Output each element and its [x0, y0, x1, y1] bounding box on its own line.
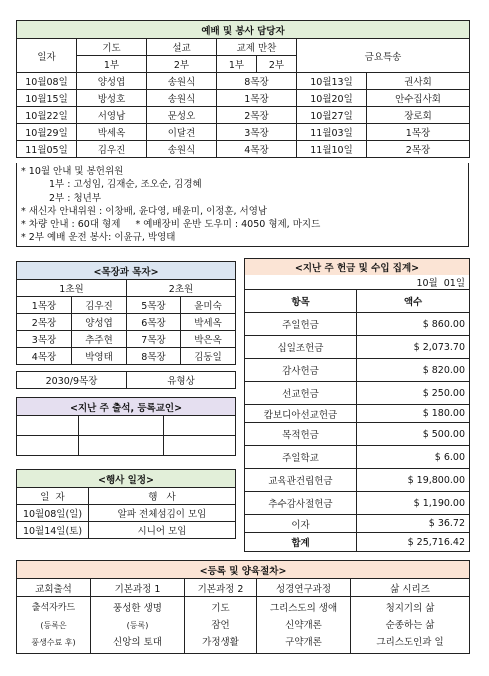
worship-notes [16, 163, 469, 247]
training-cell [257, 597, 351, 654]
mokjang: 1목장 [17, 297, 72, 314]
row-sermon: 송원식 [147, 141, 217, 158]
training-cell-line: (등록은 [40, 620, 67, 630]
training-header: 성경연구과정 [257, 579, 351, 597]
finance-amount: $ 250.00 [357, 382, 470, 405]
attendance-cell [17, 436, 79, 456]
training-cell-line: 출석자카드 [31, 602, 76, 613]
mokjang: 6목장 [127, 314, 181, 331]
finance-amount: $ 6.00 [357, 446, 470, 469]
finance-col-amount: 액수 [357, 290, 470, 313]
training-cell-line: 풍생수료 후) [31, 637, 76, 647]
row-prayer: 양성엽 [77, 73, 147, 90]
finance-amount: $ 500.00 [357, 423, 470, 446]
col-special-music: 금요특송 [297, 39, 470, 73]
table-row [17, 73, 470, 90]
attendance-title: <지난 주 출석, 등록교인> [17, 398, 236, 416]
row-friday-date: 10월27일 [297, 107, 367, 124]
finance-col-item: 항목 [245, 290, 357, 313]
table-row [245, 423, 470, 446]
pastors-table [16, 261, 236, 365]
table-row [17, 90, 470, 107]
row-fellowship: 8목장 [217, 73, 297, 90]
training-cell [185, 597, 257, 654]
table-row [245, 336, 470, 359]
mokjang: 5목장 [127, 297, 181, 314]
training-cell-line: 신앙의 토대 [113, 636, 162, 648]
table-row [17, 297, 236, 314]
mokja: 박세옥 [181, 314, 236, 331]
mokja: 박은옥 [181, 331, 236, 348]
finance-item: 교육관건립헌금 [245, 469, 357, 492]
table-row [245, 382, 470, 405]
finance-item: 십일조헌금 [245, 336, 357, 359]
event-name: 시니어 모임 [89, 522, 236, 539]
event-date: 10월08일(일) [17, 505, 89, 522]
row-friday-group: 권사회 [367, 73, 470, 90]
training-cell-line: 순종하는 삶 [385, 619, 435, 631]
finance-title: <지난 주 헌금 및 수입 집계> [245, 259, 470, 276]
events-table [16, 469, 236, 539]
table-row [17, 348, 236, 365]
training-cell-line: 신약개론 [285, 619, 322, 631]
table-row [17, 124, 470, 141]
finance-amount: $ 180.00 [357, 405, 470, 423]
finance-item: 추수감사절헌금 [245, 492, 357, 515]
row-fellowship: 1목장 [217, 90, 297, 107]
row-fellowship: 3목장 [217, 124, 297, 141]
training-cell-line: 가정생활 [202, 636, 239, 648]
note-line: 1부 : 고성임, 김재순, 조오순, 김경혜 [49, 179, 202, 191]
row-prayer: 박세옥 [77, 124, 147, 141]
finance-amount: $ 1,190.00 [357, 492, 470, 515]
finance-item: 이자 [245, 515, 357, 533]
col-sermon-2bu: 2부 [147, 56, 217, 73]
row-fellowship: 2목장 [217, 107, 297, 124]
finance-total-amount: $ 25,716.42 [357, 533, 470, 552]
attendance-cell [17, 416, 79, 436]
finance-table [244, 258, 470, 552]
note-line: * 차량 안내 : 60대 형제 * 예배장비 운반 도우미 : 4050 형제, 마지드 [21, 219, 321, 231]
note-line: * 2부 예배 운전 봉사: 이윤규, 박영태 [21, 232, 176, 244]
col-prayer-1bu: 1부 [77, 56, 147, 73]
finance-total-row [245, 533, 470, 552]
table-row [245, 469, 470, 492]
table-row [17, 107, 470, 124]
finance-amount: $ 820.00 [357, 359, 470, 382]
training-title: <등록 및 양육절차> [17, 561, 470, 579]
row-sermon: 이달견 [147, 124, 217, 141]
col-fellowship: 교제 만찬 [217, 39, 297, 56]
event-date: 10월14일(토) [17, 522, 89, 539]
attendance-cell [79, 416, 164, 436]
finance-item: 목적헌금 [245, 423, 357, 446]
row-date: 10월08일 [17, 73, 77, 90]
pastors-extra [16, 371, 236, 389]
mokja: 김우진 [72, 297, 127, 314]
attendance-cell [164, 436, 236, 456]
training-table [16, 560, 470, 654]
row-date: 10월15일 [17, 90, 77, 107]
finance-item: 주일헌금 [245, 313, 357, 336]
row-prayer: 서영남 [77, 107, 147, 124]
training-cell-line: 그리스도의 생애 [269, 602, 338, 614]
finance-amount: $ 36.72 [357, 515, 470, 533]
events-title: <행사 일정> [17, 470, 236, 488]
row-friday-group: 2목장 [367, 141, 470, 158]
col-fellowship-1bu: 1부 [217, 56, 257, 73]
mokjang: 7목장 [127, 331, 181, 348]
training-cell [91, 597, 185, 654]
table-row [245, 405, 470, 423]
finance-total-label: 합계 [245, 533, 357, 552]
row-friday-date: 11월03일 [297, 124, 367, 141]
mokja: 추주현 [72, 331, 127, 348]
training-header: 교회출석 [17, 579, 91, 597]
note-line: * 새신자 안내위원 : 이창배, 윤다영, 배윤미, 이정훈, 서영남 [21, 205, 268, 217]
note-line: * 10월 안내 및 봉헌위원 [21, 166, 124, 177]
table-row [245, 492, 470, 515]
mokjang: 8목장 [127, 348, 181, 365]
col-prayer: 기도 [77, 39, 147, 56]
pastors-region-1: 1초원 [17, 280, 127, 297]
mokjang: 4목장 [17, 348, 72, 365]
training-cell-line: 구약개론 [285, 636, 322, 648]
mokjang-2030: 2030/9목장 [17, 372, 127, 389]
worship-title [17, 21, 470, 39]
table-row [17, 522, 236, 539]
finance-amount: $ 2,073.70 [357, 336, 470, 359]
mokja: 김동일 [181, 348, 236, 365]
row-friday-date: 10월13일 [297, 73, 367, 90]
finance-amount: $ 19,800.00 [357, 469, 470, 492]
finance-item: 감사헌금 [245, 359, 357, 382]
row-friday-date: 11월10일 [297, 141, 367, 158]
training-cell-line: 그리스도인과 일 [376, 636, 444, 648]
training-cell-line: 기도 [211, 602, 230, 614]
table-row [17, 331, 236, 348]
mokja: 박영태 [72, 348, 127, 365]
row-date: 10월29일 [17, 124, 77, 141]
training-cell-line: 풍성한 생명 [113, 602, 162, 614]
training-body [17, 597, 470, 654]
table-row [245, 446, 470, 469]
row-fellowship: 4목장 [217, 141, 297, 158]
finance-amount: $ 860.00 [357, 313, 470, 336]
note-line: 2부 : 청년부 [49, 192, 101, 204]
events-col-event: 행 사 [89, 488, 236, 505]
finance-date: 10월 01일 [245, 275, 470, 290]
row-prayer: 김우진 [77, 141, 147, 158]
row-friday-group: 장로회 [367, 107, 470, 124]
training-header: 기본과정 2 [185, 579, 257, 597]
training-cell-line: (등록) [126, 620, 149, 630]
mokjang: 2목장 [17, 314, 72, 331]
finance-item: 선교헌금 [245, 382, 357, 405]
col-date: 일자 [17, 39, 77, 73]
finance-item: 캄보디아선교헌금 [245, 405, 357, 423]
row-sermon: 송원식 [147, 73, 217, 90]
pastors-title: <목장과 목자> [17, 262, 236, 280]
table-row [245, 515, 470, 533]
mokja: 윤미숙 [181, 297, 236, 314]
training-cell [17, 597, 91, 654]
row-friday-date: 10월20일 [297, 90, 367, 107]
attendance-cell [164, 416, 236, 436]
row-friday-group: 1목장 [367, 124, 470, 141]
worship-table [16, 20, 470, 158]
row-prayer: 방성호 [77, 90, 147, 107]
table-row [17, 314, 236, 331]
training-cell [351, 597, 470, 654]
worship-title-text: 예배 및 봉사 담당자 [201, 25, 285, 37]
event-name: 알파 전체섬김이 모임 [89, 505, 236, 522]
mokjang: 3목장 [17, 331, 72, 348]
pastors-region-2: 2초원 [127, 280, 236, 297]
attendance-table [16, 397, 236, 456]
table-row [245, 313, 470, 336]
mokja: 양성엽 [72, 314, 127, 331]
mokja-2030: 유형상 [127, 372, 236, 389]
row-sermon: 송원식 [147, 90, 217, 107]
table-row [17, 141, 470, 158]
row-date: 10월22일 [17, 107, 77, 124]
events-col-date: 일 자 [17, 488, 89, 505]
table-row [245, 359, 470, 382]
table-row [17, 505, 236, 522]
finance-item: 주일학교 [245, 446, 357, 469]
training-cell-line: 잠언 [211, 619, 230, 631]
training-cell-line: 청지기의 삶 [385, 602, 435, 614]
row-sermon: 문성오 [147, 107, 217, 124]
row-date: 11월05일 [17, 141, 77, 158]
col-sermon: 설교 [147, 39, 217, 56]
row-friday-group: 안수집사회 [367, 90, 470, 107]
training-header: 기본과정 1 [91, 579, 185, 597]
training-header: 삶 시리즈 [351, 579, 470, 597]
col-fellowship-2bu: 2부 [257, 56, 297, 73]
attendance-cell [79, 436, 164, 456]
